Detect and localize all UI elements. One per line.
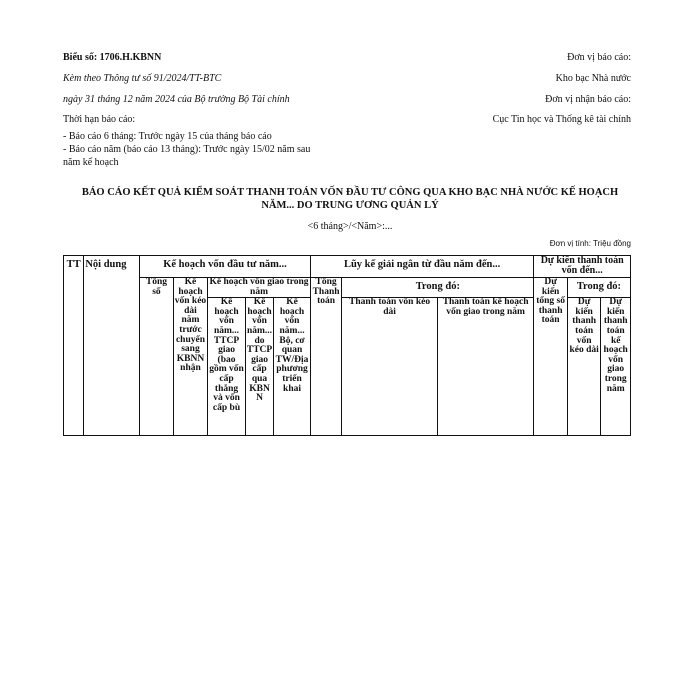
expected-of-which-header: Trong đó: [567, 278, 630, 298]
report-period: <6 tháng>/<Năm>:... [307, 221, 393, 232]
expected-extended-header: Dự kiến thanh toán vốn kéo dài [567, 298, 601, 436]
circular-date: ngày 31 tháng 12 năm 2024 của Bộ trưởng Bộ Tài chính [63, 94, 290, 105]
reporting-unit-label: Đơn vị báo cáo: [567, 52, 631, 63]
disbursed-total-header: Tổng Thanh toán [310, 278, 341, 436]
plan-ministry-header: Kế hoạch vốn năm... Bộ, cơ quan TW/Địa phương triển khai [274, 298, 311, 436]
expected-assigned-header: Dự kiến thanh toán kế hoạch vốn giao trong năm [601, 298, 631, 436]
disbursed-extended-header: Thanh toán vốn kéo dài [342, 298, 438, 436]
expected-total-header: Dự kiến tổng số thanh toán [534, 278, 568, 436]
col-tt-header: TT [64, 256, 84, 436]
plan-extended-header: Kế hoạch vốn kéo dài năm trước chuyển sang KBNN nhận [173, 278, 208, 436]
unit-note: Đơn vị tính: Triệu đồng [549, 239, 631, 248]
reporting-unit: Kho bạc Nhà nước [555, 73, 631, 84]
report-title-line1: BÁO CÁO KẾT QUẢ KIỂM SOÁT THANH TOÁN VỐN ĐẦU TƯ CÔNG QUA KHO BẠC NHÀ NƯỚC KẾ HOẠCH [81, 187, 619, 198]
disbursed-group-header: Lũy kế giải ngân từ đầu năm đến... [310, 256, 534, 278]
deadline-annual-line2: năm kế hoạch [63, 157, 119, 168]
report-title-line2: NĂM... DO TRUNG ƯƠNG QUẢN LÝ [261, 200, 439, 211]
col-content-header: Nội dung [84, 256, 140, 436]
disbursed-of-which-header: Trong đó: [342, 278, 534, 298]
circular-reference: Kèm theo Thông tư số 91/2024/TT-BTC [63, 73, 222, 84]
plan-group-header: Kế hoạch vốn đầu tư năm... [140, 256, 311, 278]
deadline-6-months: - Báo cáo 6 tháng: Trước ngày 15 của tháng báo cáo [63, 131, 272, 142]
deadline-label: Thời hạn báo cáo: [63, 114, 136, 125]
disbursed-assigned-header: Thanh toán kế hoạch vốn giao trong năm [437, 298, 534, 436]
plan-ttcp-header: Kế hoạch vốn năm... TTCP giao (bao gồm vốn cấp thẳng và vốn cấp bù [208, 298, 246, 436]
receiving-unit: Cục Tin học và Thống kê tài chính [492, 114, 631, 125]
form-number: Biểu số: 1706.H.KBNN [63, 52, 162, 63]
expected-group-header: Dự kiến thanh toán vốn đến... [534, 256, 631, 278]
deadline-annual-line1: - Báo cáo năm (báo cáo 13 tháng): Trước ngày 15/02 năm sau [63, 144, 311, 155]
plan-total-header: Tổng số [140, 278, 174, 436]
plan-ttcp-kbnn-header: Kế hoạch vốn năm... do TTCP giao cấp qua KBNN [245, 298, 273, 436]
plan-assigned-header: Kế hoạch vốn giao trong năm [209, 277, 309, 297]
receiving-unit-label: Đơn vị nhận báo cáo: [545, 94, 631, 105]
report-table [63, 255, 631, 436]
